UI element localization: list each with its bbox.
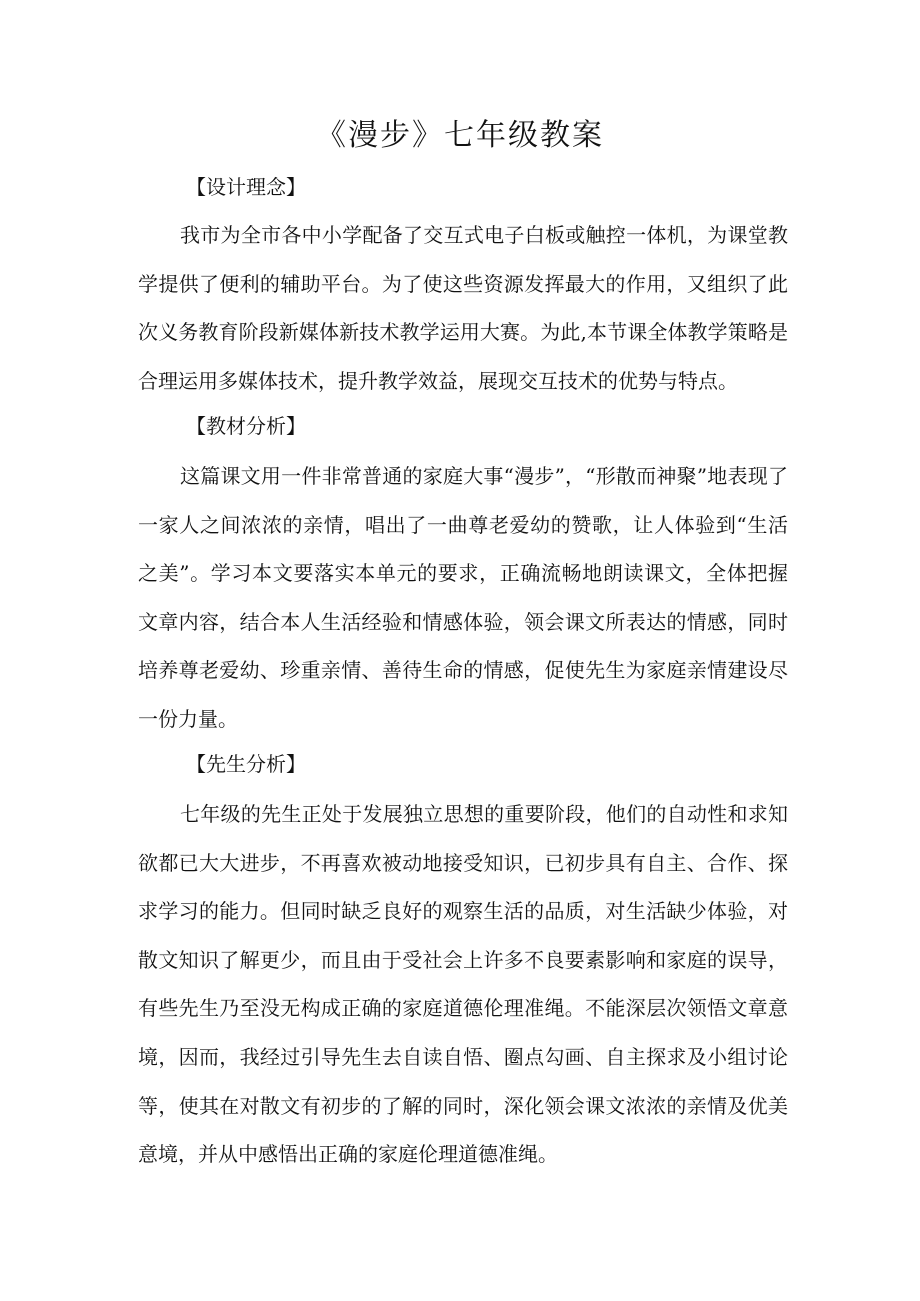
section-heading-design-concept: 【设计理念】	[186, 175, 306, 199]
document-title: 《漫步》七年级教案	[316, 118, 604, 153]
section-paragraph-design-concept: 我市为全市各中小学配备了交互式电子白板或触控一体机，为课堂教学提供了便利的辅助平台。为了使这些资源发挥最大的作用，又组织了此次义务教育阶段新媒体新技术教学运用大赛。为此,本节课全体教学策略是合理运用多媒体技术，提升教学效益，展现交互技术的优势与特点。	[138, 223, 788, 393]
section-heading-textbook-analysis: 【教材分析】	[186, 414, 306, 438]
section-paragraph-textbook-analysis: 这篇课文用一件非常普通的家庭大事“漫步”，“形散而神聚”地表现了一家人之间浓浓的亲情，唱出了一曲尊老爱幼的赞歌，让人体验到“生活之美”。学习本文要落实本单元的要求，正确流畅地朗读课文，全体把握文章内容，结合本人生活经验和情感体验，领会课文所表达的情感，同时培养尊老爱幼、珍重亲情、善待生命的情感，促使先生为家庭亲情建设尽一份力量。	[138, 464, 788, 731]
section-heading-student-analysis: 【先生分析】	[186, 752, 306, 776]
section-paragraph-student-analysis: 七年级的先生正处于发展独立思想的重要阶段，他们的自动性和求知欲都已大大进步，不再喜欢被动地接受知识，已初步具有自主、合作、探求学习的能力。但同时缺乏良好的观察生活的品质，对生活缺少体验，对散文知识了解更少，而且由于受社会上许多不良要素影响和家庭的误导，有些先生乃至没无构成正确的家庭道德伦理准绳。不能深层次领悟文章意境，因而，我经过引导先生去自读自悟、圈点勾画、自主探求及小组讨论等，使其在对散文有初步的了解的同时，深化领会课文浓浓的亲情及优美意境，并从中感悟出正确的家庭伦理道德准绳。	[138, 802, 788, 1167]
